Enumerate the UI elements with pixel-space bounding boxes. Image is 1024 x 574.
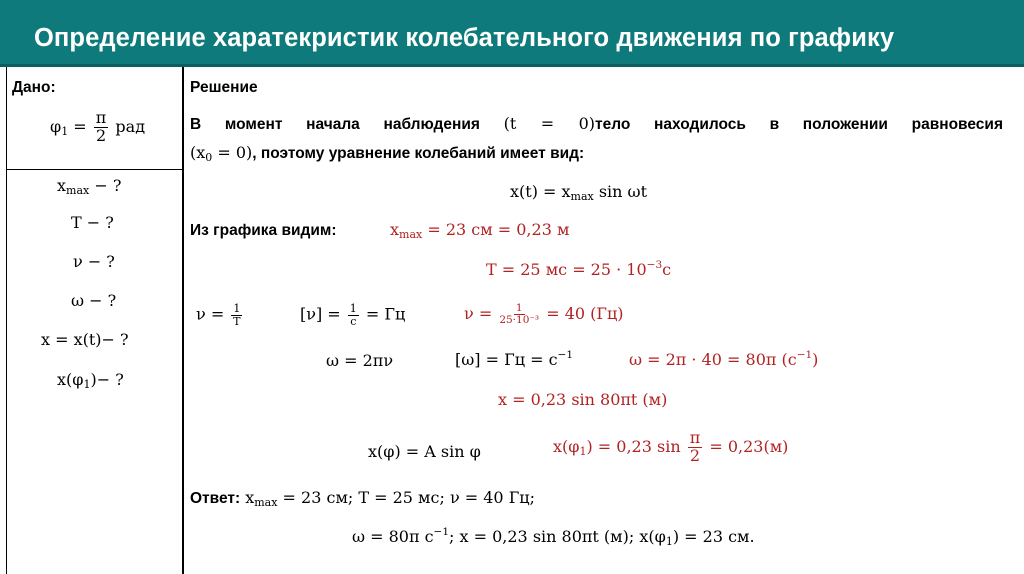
given-phi1: $\varphi_1$ = $\frac{\pi}{2}$ рад [50,108,146,145]
frequency-formula: ν = $\frac{1}{T}$ [196,302,241,328]
xmax-result: $x_{max} = 23$ см = 0,23 м [390,220,570,241]
solution-heading: Решение [190,79,258,96]
period-result: T = 25 мс = $25 \cdot 10^{-3}с$ [486,259,672,279]
omega-result: ω = 2π · 40 = 80π $(с^{-1})$ [629,349,819,369]
phi1-fraction: $\frac{\pi}{2}$ [95,108,107,145]
unknown-omega: ω − ? [71,291,117,310]
page-title: Определение харатекристик колебательного движения по графику [34,24,895,52]
title-banner [0,0,1024,67]
unknown-x-phi1: $x(\varphi_1)-$ ? [57,370,124,391]
equation-of-motion: $x(t) = x_{max}$ sin ωt [510,182,648,203]
unknown-frequency: ν − ? [73,252,115,271]
answer-line2: ω = 80π $с^{-1}$; x = 0,23 sin 80πt (м); $x(\varphi_1) = 23$ см. [352,526,755,548]
given-divider [6,169,183,170]
left-border [6,67,7,574]
frequency-result: ν = $\frac{1}{\text{25·10⁻³}}$ = 40 (Гц) [464,302,624,327]
unknown-x-of-t: x = x(t)− ? [41,330,129,349]
given-label: Дано: [12,79,56,96]
answer-line1: Ответ: $x_{max} = 23$ см; T = 25 мс; ν = 40 Гц; [190,488,535,509]
omega-units: [ω] = Гц = $с^{-1}$ [455,349,574,369]
unknown-period: T − ? [71,213,114,232]
graph-label: Из графика видим: [190,222,337,239]
solution-paragraph-line1: В момент начала наблюдения (t = 0)тело находилось в положении равновесия [190,114,1003,133]
x-phi-formula: x(φ) = A sin φ [368,442,481,461]
frequency-units: [ν] = $\frac{1}{с}$ = Гц [300,302,406,328]
column-divider [182,67,184,574]
omega-formula: ω = 2πν [326,351,394,370]
solution-paragraph-line2: $(x_0 = 0)$, поэтому уравнение колебаний имеет вид: [190,143,585,164]
unknown-xmax: $x_{max}$ − ? [57,176,122,197]
x-phi1-result: $x(\varphi_1) = 0,23$ sin $\frac{\pi}{2}$ = 0,23(м) [553,428,789,465]
x-of-t-result: x = 0,23 sin 80πt (м) [498,390,668,409]
